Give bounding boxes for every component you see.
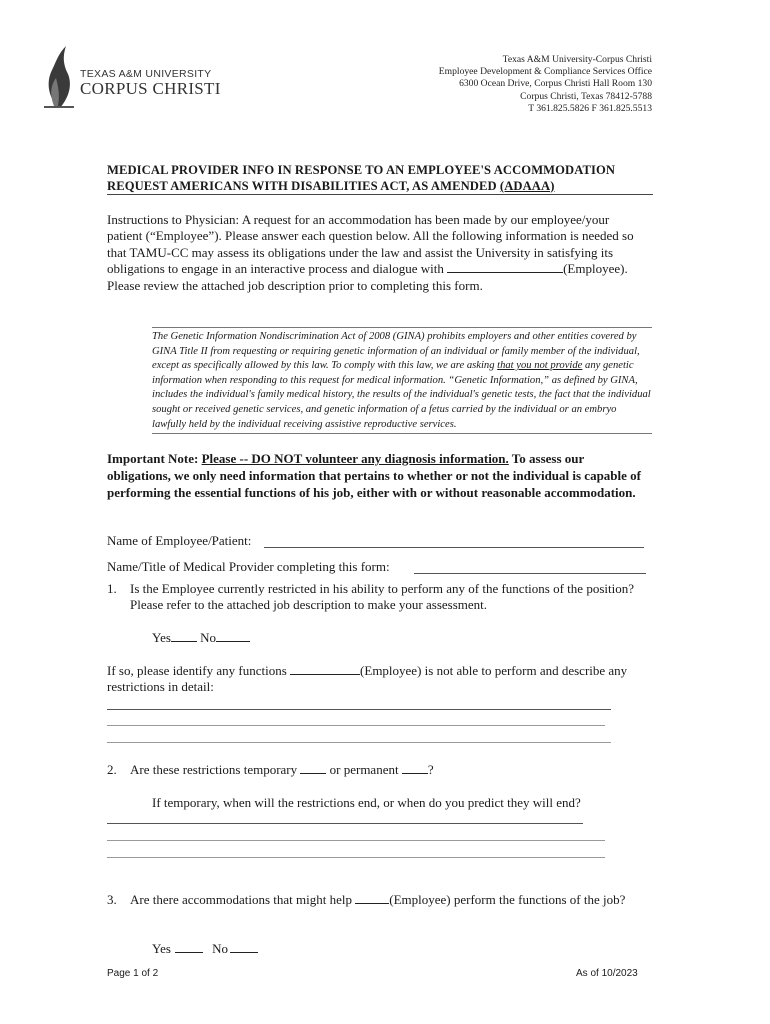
q2-part-b: or permanent <box>326 762 402 777</box>
important-rest: To assess our obligations, we only need information that pertains to whether or not the individual is capable of performing the essential functions of his job, either with or without reasonable accommodation. <box>107 451 641 500</box>
q1-no-blank[interactable] <box>216 630 250 642</box>
title-main: MEDICAL PROVIDER INFO IN RESPONSE TO AN EMPLOYEE'S ACCOMMODATION REQUEST AMERICANS WITH DISABILITIES ACT, AS AMENDED <box>107 163 616 193</box>
employee-name-input[interactable] <box>264 547 644 548</box>
instructions-text: Instructions to Physician: A request for an accommodation has been made by our employee/your patient (“Employee”). Please answer each question below. All the following information is needed so that TAMU-CC may assess its obligations under the law and assist the University in satisfying its obligations to engage in an interactive process and dialogue with <box>107 212 634 277</box>
office-address <box>439 54 652 115</box>
title-abbr: (ADAAA) <box>499 178 555 193</box>
ifso-part-b: (Employee) is not able to perform and describe any restrictions in detail: <box>107 663 628 695</box>
gina-underlined: that you not provide <box>497 360 583 372</box>
q2-permanent-blank[interactable] <box>402 762 428 774</box>
question-2-number: 2. <box>107 762 117 777</box>
restrictions-answer-line[interactable] <box>107 725 605 726</box>
title-divider <box>107 194 653 195</box>
employee-name-blank[interactable] <box>447 261 563 273</box>
university-logo <box>44 46 219 108</box>
q2-part-c: ? <box>427 762 434 777</box>
question-3-yes-no <box>152 941 258 957</box>
q1-yes-blank[interactable] <box>171 630 197 642</box>
question-2-subtext: If temporary, when will the restrictions end, or when do you predict they will end? <box>152 795 581 810</box>
important-label: Important Note: <box>107 451 202 466</box>
question-3-number: 3. <box>107 892 117 907</box>
question-2-text <box>130 762 434 778</box>
address-line: 6300 Ocean Drive, Corpus Christi Hall Room 130 <box>459 78 652 90</box>
gina-part-1: The Genetic Information Nondiscrimination Act of 2008 (GINA) prohibits employers and other entities covered by GINA Title II from requesting or requiring genetic information of an individual or family member of the individual, except as specifically allowed by this law. To comply with this law, we are asking <box>152 331 640 372</box>
important-underlined: Please -- DO NOT volunteer any diagnosis information. <box>201 451 509 466</box>
q3-employee-blank[interactable] <box>355 892 389 904</box>
q2-temporary-blank[interactable] <box>300 762 326 774</box>
restriction-end-answer-line[interactable] <box>107 840 605 841</box>
ifso-employee-blank[interactable] <box>290 663 360 675</box>
question-1-text: Is the Employee currently restricted in his ability to perform any of the functions of the position? Please refer to the attached job description to make your assessment. <box>130 581 634 613</box>
q3-no-blank[interactable] <box>230 941 258 953</box>
question-3-text <box>130 892 650 908</box>
restrictions-answer-line[interactable] <box>107 742 611 743</box>
restriction-end-answer-line[interactable] <box>107 823 583 824</box>
address-line: T 361.825.5826 F 361.825.5513 <box>528 102 652 114</box>
q3-yes-blank[interactable] <box>175 941 203 953</box>
logo-line-1: TEXAS A&M UNIVERSITY <box>80 68 212 80</box>
provider-name-label: Name/Title of Medical Provider completing this form: <box>107 559 390 574</box>
gina-notice <box>152 327 652 434</box>
important-note <box>107 450 647 501</box>
q2-part-a: Are these restrictions temporary <box>130 762 301 777</box>
flame-logo-icon <box>44 46 74 108</box>
q3-no-label: No <box>212 941 229 956</box>
question-1-number: 1. <box>107 581 117 596</box>
restriction-end-answer-line[interactable] <box>107 857 605 858</box>
question-1-yes-no <box>152 630 250 646</box>
ifso-part-a: If so, please identify any functions <box>107 663 291 678</box>
functions-restriction-prompt <box>107 663 647 696</box>
address-line: Employee Development & Compliance Services Office <box>438 66 652 78</box>
revision-date: As of 10/2023 <box>576 968 638 979</box>
q3-part-b: (Employee) perform the functions of the job? <box>389 892 626 907</box>
logo-line-2: CORPUS CHRISTI <box>80 79 221 98</box>
address-line: Texas A&M University-Corpus Christi <box>502 54 652 65</box>
q3-part-a: Are there accommodations that might help <box>130 892 356 907</box>
employee-name-label: Name of Employee/Patient: <box>107 533 252 548</box>
gina-part-2: any genetic information when responding to this request for medical information. “Genetic Information,” as defined by GINA, includes the individual's family medical history, the results of the individual's genetic tests, the fact that the individual sought or received genetic services, and genetic information of a fetus carried by the individual or an embryo lawfully held by the individual receiving assistive reproductive services. <box>152 360 651 430</box>
instructions-after-blank: (Employee). Please review the attached job description prior to completing this form. <box>107 261 628 293</box>
q1-yes-label: Yes <box>152 630 171 645</box>
physician-instructions <box>107 212 647 294</box>
page-number: Page 1 of 2 <box>107 968 159 979</box>
form-title <box>107 163 652 194</box>
q1-no-label: No <box>200 630 217 645</box>
address-line: Corpus Christi, Texas 78412-5788 <box>520 90 652 102</box>
q3-yes-label: Yes <box>152 941 171 956</box>
provider-name-input[interactable] <box>414 573 646 574</box>
restrictions-answer-line[interactable] <box>107 709 611 710</box>
